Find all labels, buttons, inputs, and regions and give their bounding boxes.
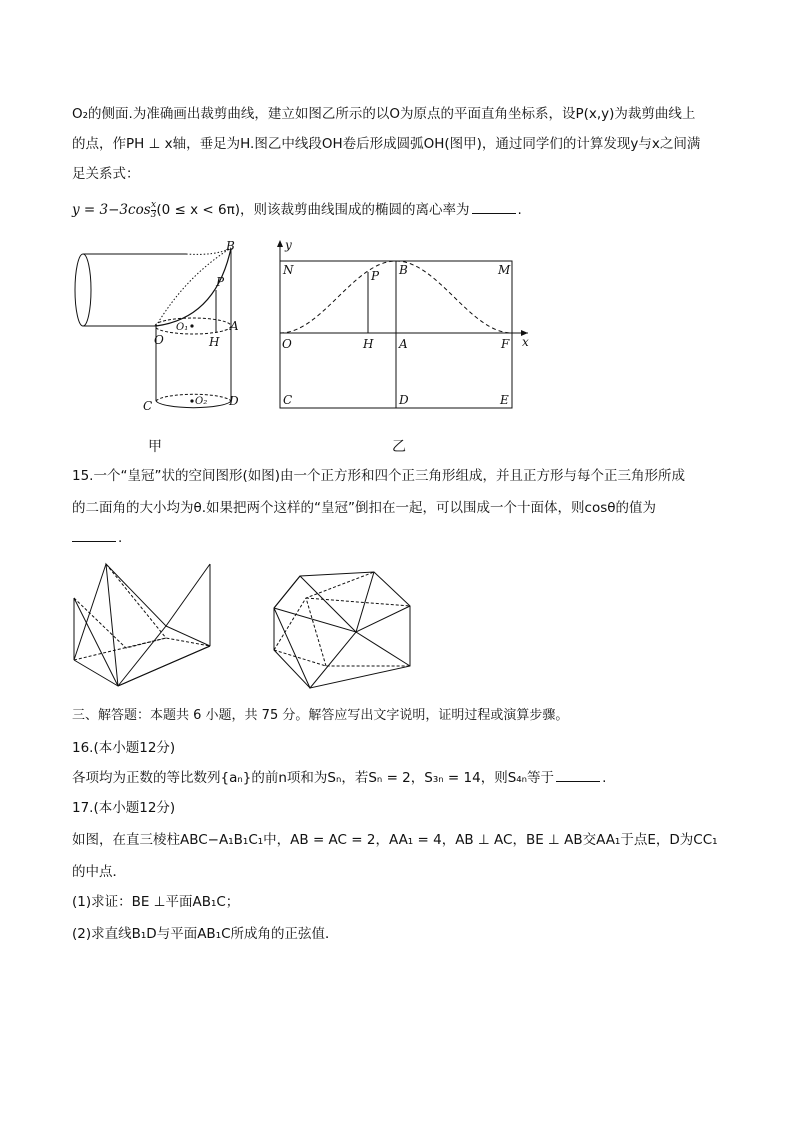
formula-rest: (0 ≤ x < 6π)，则该裁剪曲线围成的椭圆的离心率为: [156, 202, 470, 218]
q15-answer-blank: [72, 529, 116, 542]
q15-line-3: [72, 528, 122, 548]
jia-label-H: H: [209, 335, 220, 349]
answer-blank: [472, 201, 516, 214]
jia-bottom-ellipse-back: [156, 394, 231, 401]
figure-crown: [66, 558, 226, 693]
yi-label-M: M: [498, 263, 511, 277]
fraction-bottom: 3: [150, 209, 157, 220]
text-line-3: 足关系式：: [72, 166, 140, 182]
yi-label-P: P: [371, 269, 380, 283]
formula-start: y = 3−3cos: [72, 202, 151, 218]
jia-bottom-ellipse-front: [156, 401, 231, 408]
jia-center-o2: [190, 399, 193, 402]
q16-answer-blank: [556, 769, 600, 782]
caption-yi: 乙: [392, 439, 406, 455]
q17-heading: 17.(本小题12分): [72, 800, 176, 816]
yi-label-y: y: [285, 238, 292, 252]
jia-cut-dotted: [186, 248, 231, 254]
jia-label-O1: O₁: [176, 322, 189, 333]
jia-label-O: O: [154, 333, 164, 347]
yi-label-C: C: [283, 393, 293, 407]
jia-label-C: C: [143, 399, 153, 413]
figure-yi: [272, 236, 542, 416]
yi-label-D: D: [399, 393, 409, 407]
q16-body: 各项均为正数的等比数列{aₙ}的前n项和为Sₙ，若Sₙ = 2，S₃ₙ = 14，则S₄ₙ等于: [72, 770, 555, 786]
jia-label-D: D: [229, 394, 239, 408]
yi-label-B: B: [399, 263, 408, 277]
q17-text-1: 如图，在直三棱柱ABC−A₁B₁C₁中，AB = AC = 2，AA₁ = 4，AB ⊥ AC，BE ⊥ AB交AA₁于点E，D为CC₁: [72, 832, 718, 848]
yi-label-E: E: [500, 393, 509, 407]
q15-line-2: 的二面角的大小均为θ.如果把两个这样的“皇冠”倒扣在一起，可以围成一个十面体，则cosθ的值为: [72, 500, 657, 516]
yi-label-F: F: [501, 337, 510, 351]
jia-label-O2: O₂: [195, 396, 208, 407]
formula-line: [72, 200, 522, 220]
fraction-top: x: [150, 199, 157, 210]
jia-label-A: A: [230, 319, 239, 333]
yi-label-H: H: [363, 337, 374, 351]
q17-part-2: (2)求直线B₁D与平面AB₁C所成角的正弦值．: [72, 926, 339, 942]
text-line-1: O₂的侧面.为准确画出裁剪曲线，建立如图乙所示的以O为原点的平面直角坐标系，设P(x,y)为裁剪曲线上: [72, 106, 696, 122]
figure-jia: [66, 236, 266, 421]
yi-label-N: N: [283, 263, 294, 277]
jia-center-o1: [190, 324, 193, 327]
jia-label-P: P: [216, 275, 225, 289]
q15-line-1: 15.一个“皇冠”状的空间图形(如图)由一个正方形和四个正三角形组成，并且正方形与每个正三角形所成: [72, 468, 685, 484]
figure-decahedron: [266, 568, 426, 693]
q16-end: .: [602, 770, 607, 786]
caption-jia: 甲: [148, 439, 162, 455]
q16-heading: 16.(本小题12分): [72, 740, 176, 756]
q17-part-1: (1)求证：BE ⊥平面AB₁C；: [72, 894, 240, 910]
jia-left-ellipse: [75, 254, 91, 326]
yi-label-O: O: [282, 337, 292, 351]
section-3-heading: 三、解答题：本题共 6 小题，共 75 分。解答应写出文字说明，证明过程或演算步骤。: [72, 708, 569, 723]
yi-y-arrow: [277, 240, 283, 247]
q17-text-2: 的中点．: [72, 864, 126, 880]
yi-label-A: A: [399, 337, 408, 351]
yi-label-x: x: [522, 335, 529, 349]
formula-end: .: [517, 202, 522, 218]
q15-end: .: [118, 530, 123, 546]
jia-label-B: B: [226, 239, 235, 253]
text-line-2: 的点，作PH ⊥ x轴，垂足为H.图乙中线段OH卷后形成圆弧OH(图甲)，通过同学们的计算发现y与x之间满: [72, 136, 701, 152]
q16-text: [72, 768, 606, 788]
